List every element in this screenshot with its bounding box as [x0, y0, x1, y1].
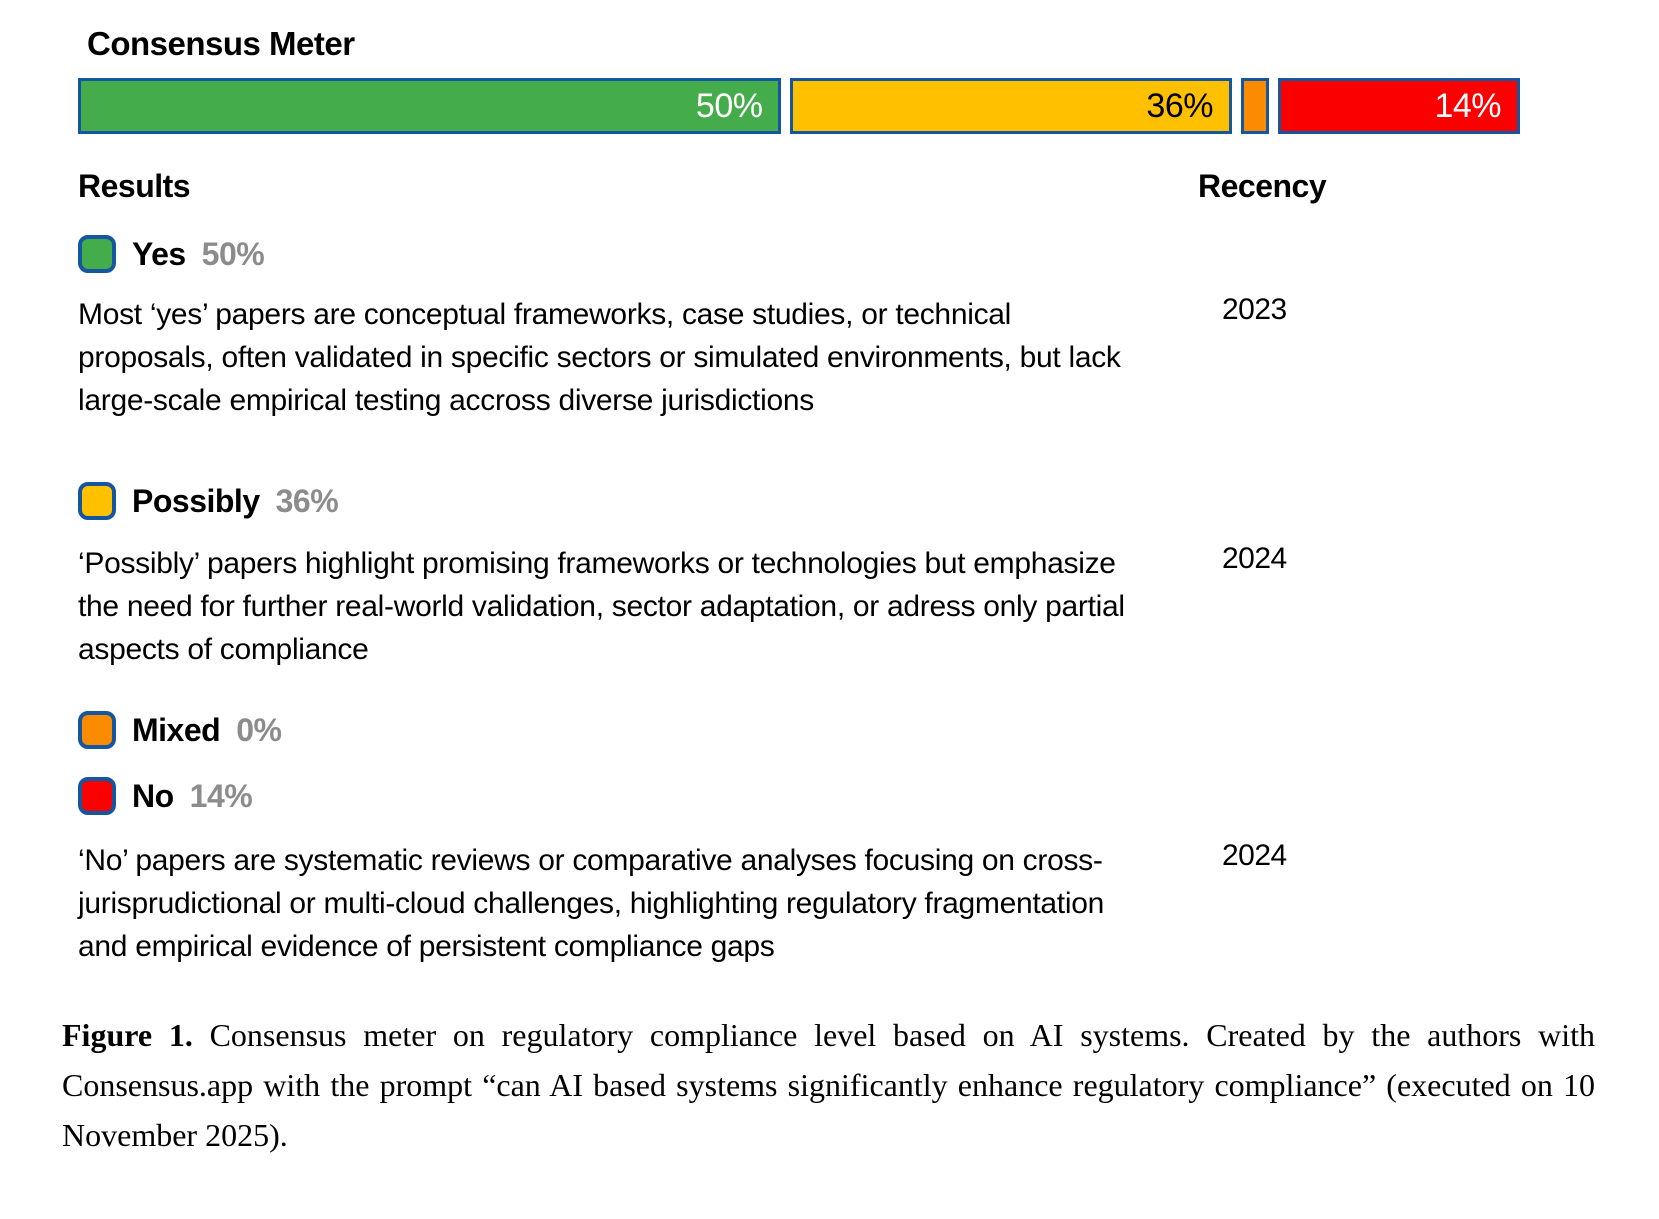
column-headers: [78, 168, 1520, 205]
meter-segment-no-label: 14%: [1434, 86, 1501, 125]
possibly-description-row: [78, 542, 1520, 671]
figure-caption: [62, 1010, 1595, 1160]
mixed-swatch-icon: [78, 711, 116, 749]
legend-item-mixed: [78, 711, 1520, 749]
yes-description: Most ‘yes’ papers are conceptual frameworks, case studies, or technical proposals, often validated in specific sectors or simulated environments, but lack large-scale empirical testing accross diverse jurisdictions: [78, 298, 1121, 418]
no-description-row: [78, 839, 1520, 968]
figure-caption-label: Figure 1.: [62, 1017, 193, 1054]
meter-segment-no: [1278, 78, 1520, 134]
meter-segment-yes-label: 50%: [695, 86, 763, 125]
legend-label-yes: Yes: [132, 235, 186, 272]
consensus-meter: [78, 26, 1520, 968]
legend-label-no: No: [132, 777, 174, 814]
legend-pct-mixed: 0%: [236, 711, 282, 748]
meter-segment-yes: [78, 78, 781, 134]
consensus-meter-bar: [78, 78, 1520, 134]
yes-description-row: [78, 293, 1520, 422]
meter-segment-possibly: [790, 78, 1232, 134]
results-header: Results: [78, 168, 191, 205]
possibly-swatch-icon: [78, 482, 116, 520]
legend-pct-possibly: 36%: [275, 482, 339, 519]
legend-pct-no: 14%: [189, 777, 253, 814]
legend-label-mixed: Mixed: [132, 711, 221, 748]
consensus-meter-title: Consensus Meter: [87, 25, 355, 62]
meter-segment-possibly-label: 36%: [1146, 86, 1213, 125]
legend-label-possibly: Possibly: [132, 482, 260, 519]
recency-header: Recency: [1198, 168, 1327, 205]
no-recency-year: 2024: [1222, 839, 1287, 873]
legend-item-no: [78, 777, 1520, 815]
possibly-description: ‘Possibly’ papers highlight promising frameworks or technologies but emphasize the need for further real-world validation, sector adaptation, or adress only partial aspects of compliance: [78, 547, 1125, 667]
yes-recency-year: 2023: [1222, 293, 1287, 327]
figure-caption-text: Consensus meter on regulatory compliance level based on AI systems. Created by the authors with Consensus.app with the prompt “can AI based systems significantly enhance regulatory compliance” (executed on 10 November 2025).: [62, 1017, 1596, 1154]
yes-swatch-icon: [78, 235, 116, 273]
meter-segment-mixed: [1241, 78, 1269, 134]
legend-item-yes: [78, 235, 1520, 273]
legend-item-possibly: [78, 482, 1520, 520]
legend-pct-yes: 50%: [201, 235, 265, 272]
possibly-recency-year: 2024: [1222, 542, 1287, 576]
no-description: ‘No’ papers are systematic reviews or comparative analyses focusing on cross-jurisprudictional or multi-cloud challenges, highlighting regulatory fragmentation and empirical evidence of persistent compliance gaps: [78, 844, 1104, 964]
no-swatch-icon: [78, 777, 116, 815]
